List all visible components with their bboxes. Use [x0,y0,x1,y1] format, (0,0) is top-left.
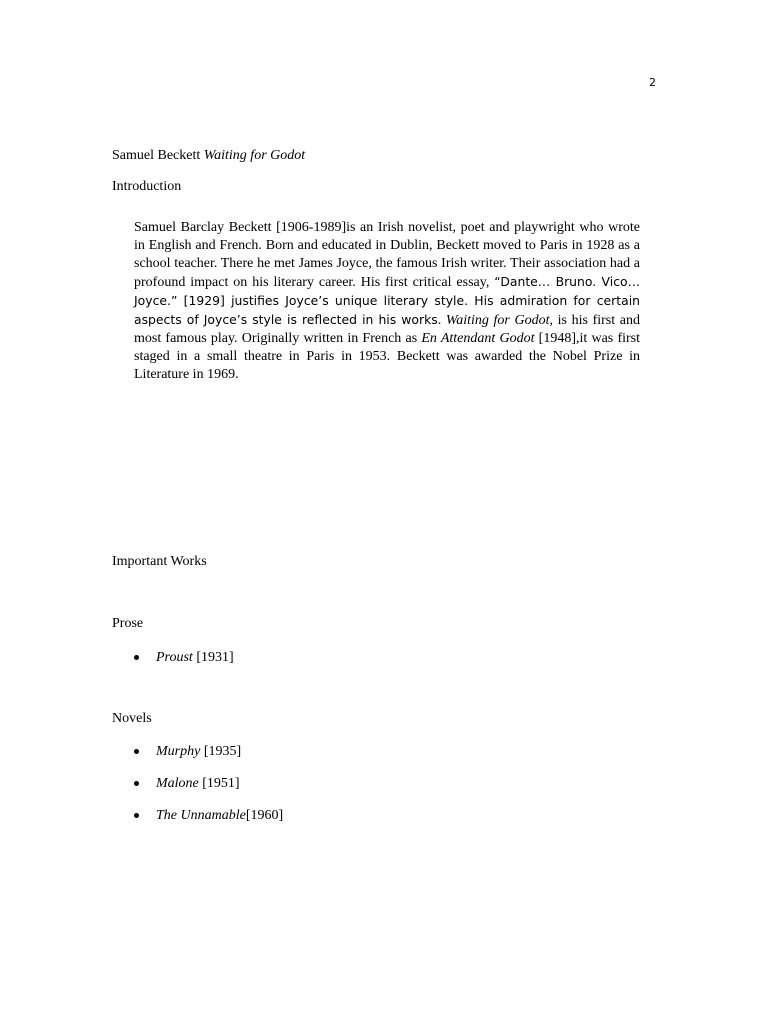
title-work: Waiting for Godot [203,148,306,163]
prose-list [134,649,234,681]
document-title [112,148,305,164]
bullet-icon [134,749,139,754]
intro-segment: “Dante… Bruno. Vico…Joyce.” [1929] justifies Joyce’s unique literary style. His admiration for certain aspects of Joyce’s style is reflected in his works [134,274,640,327]
important-works-heading: Important Works [112,554,207,569]
work-year: [1951] [198,776,240,791]
novels-heading: Novels [112,711,152,726]
bullet-icon [134,781,139,786]
list-item [134,775,283,807]
introduction-heading: Introduction [112,179,182,194]
work-title: Proust [156,650,193,665]
page-number: 2 [649,76,656,89]
bullet-icon [134,813,139,818]
work-title: The Unnamable [156,808,246,823]
list-item [134,807,283,839]
work-year: [1935] [200,744,242,759]
list-item [134,649,234,681]
intro-segment: Waiting for Godot [445,313,550,328]
introduction-paragraph [134,219,640,384]
work-year: [1931] [192,650,234,665]
work-title: Murphy [156,744,201,759]
intro-segment: , is his first and most famous play. Originally written in French as [134,313,640,346]
intro-segment: [1948],it was first staged in a small theatre in Paris in 1953. Beckett was awarded the Nobel Prize in Literature in 1969. [134,331,641,382]
bullet-icon [134,655,139,660]
list-item [134,743,283,775]
work-year: [1960] [245,808,284,823]
intro-segment: En Attendant Godot [421,331,535,346]
intro-segment: . [437,313,446,328]
novels-list [134,743,283,839]
title-author: Samuel Beckett [112,148,201,163]
prose-heading: Prose [112,616,144,631]
intro-segment: Samuel Barclay Beckett [1906-1989]is an Irish novelist, poet and playwright who wrote in English and French. Born and educated in Dublin, Beckett moved to Paris in 1928 as a school teacher. There he met James Joyce, the famous Irish writer. Their association had a profound impact on his literary career. His first critical essay, [134,220,640,290]
work-title: Malone [156,776,199,791]
